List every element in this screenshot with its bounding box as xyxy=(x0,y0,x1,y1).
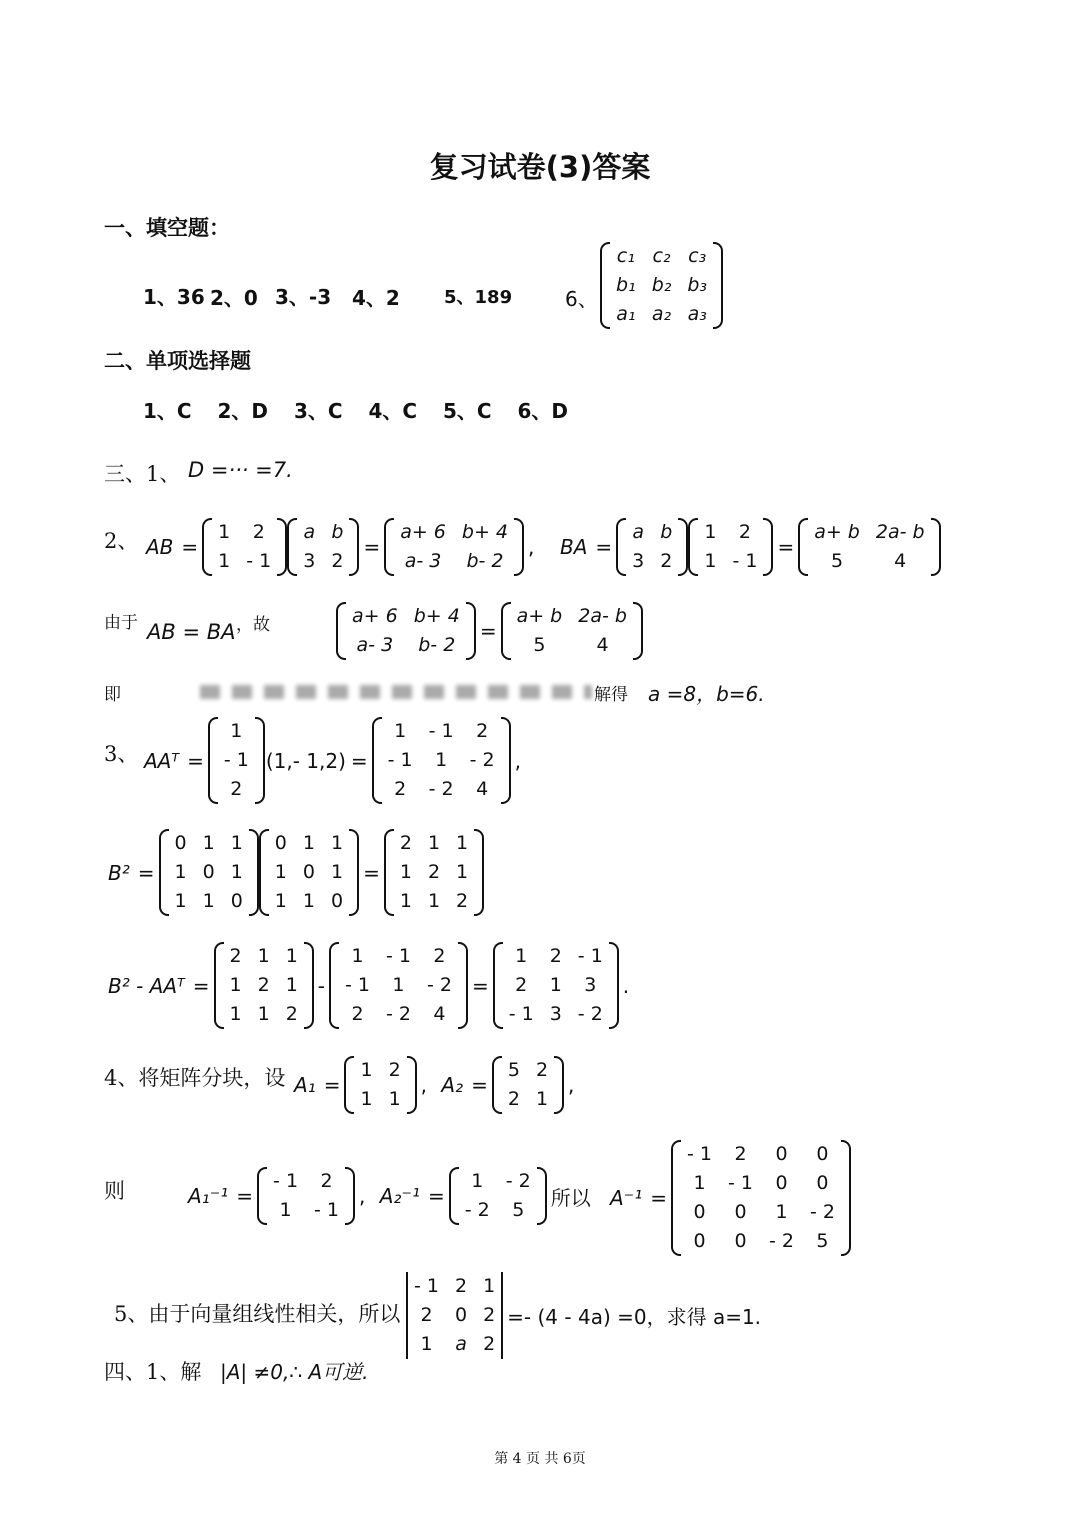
matrix-cell: 2 xyxy=(535,1059,549,1081)
matrix xyxy=(406,1272,503,1359)
matrix-cell: 0 xyxy=(693,1230,706,1252)
matrix-cell: 1 xyxy=(775,1201,788,1223)
b2-minus-aat-equation: B² - AAᵀ = 2 1 1 1 2 1 1 1 2 - 1 - 1 2 - 1 1 - 2 2 - 2 4 = 1 2 - 1 2 1 3 - 1 3 - 2 . xyxy=(104,942,633,1029)
matrix-cell: - 1 xyxy=(508,1003,534,1025)
matrix-cell: 3 xyxy=(303,550,316,572)
matrix-right-bracket xyxy=(554,1056,564,1114)
matrix-cell: 2 xyxy=(229,945,242,967)
matrix-cell: 2 xyxy=(388,1059,401,1081)
matrix-cell: 1 xyxy=(360,1059,373,1081)
matrix-cell: 1 xyxy=(330,832,344,854)
b2-minus-aat-symbol: B² - AAᵀ xyxy=(108,973,185,998)
matrix-cell: 2 xyxy=(456,890,469,912)
matrix-right-bracket xyxy=(255,717,265,804)
matrix-cell: - 2 xyxy=(469,749,495,771)
matrix xyxy=(671,1140,851,1256)
matrix-cell: 0 xyxy=(230,890,243,912)
matrix-cell: b xyxy=(331,521,344,543)
matrix-cell: - 2 xyxy=(505,1170,531,1192)
matrix-cell: - 1 xyxy=(387,749,413,771)
matrix-cell: 0 xyxy=(734,1230,747,1252)
matrix-cell: 1 xyxy=(515,945,528,967)
matrix-cell: 2 xyxy=(515,974,528,996)
matrix-cell: 2 xyxy=(331,550,344,572)
matrix-cell: - 2 xyxy=(428,778,454,800)
q3-5-text: 5、由于向量组线性相关，所以 xyxy=(114,1302,401,1326)
matrix-left-bracket xyxy=(688,518,698,576)
matrix-cell: c₃ xyxy=(688,245,707,267)
matrix-cell: 1 xyxy=(399,890,412,912)
matrix-left-bracket xyxy=(449,1167,459,1225)
matrix-cell: 1 xyxy=(427,890,441,912)
matrix-cell: 1 xyxy=(285,945,298,967)
therefore-label: ，故 xyxy=(236,615,270,635)
matrix xyxy=(329,942,468,1029)
matrix-cell: 4 xyxy=(476,778,489,800)
matrix-cell: 1 xyxy=(229,974,242,996)
ba-equation: BA = a b 3 2 1 2 1 - 1 = a+ b 2a- b 5 4 xyxy=(556,518,941,576)
matrix-cell: 2 xyxy=(660,550,673,572)
matrix-cell: 0 xyxy=(330,890,344,912)
matrix-right-bracket xyxy=(763,518,773,576)
matrix-cell: a+ b xyxy=(814,521,860,543)
matrix-cell: 3 xyxy=(632,550,645,572)
matrix-cell: - 1 xyxy=(577,945,603,967)
matrix-cell: - 1 xyxy=(728,1172,753,1194)
section-4-text: 四、1、解 xyxy=(104,1360,202,1384)
b2-symbol: B² xyxy=(108,860,130,885)
matrix-cell: 0 xyxy=(274,832,287,854)
matrix-cell: 2a- b xyxy=(875,521,925,543)
matrix-right-bracket xyxy=(249,829,259,916)
matrix-cell: a+ 6 xyxy=(352,605,398,627)
fill-answer-6-matrix xyxy=(600,242,723,329)
matrix-left-bracket xyxy=(384,829,394,916)
matrix-cell: 2 xyxy=(230,778,243,800)
matrix-right-bracket xyxy=(841,1140,851,1256)
matrix xyxy=(798,518,940,576)
inverse-blocks: A₁⁻¹ = - 1 2 1 - 1 , A₂⁻¹ = 1 - 2 - 2 5 所以 xyxy=(184,1167,595,1225)
section-fill-blank-heading: 一、填空题： xyxy=(104,215,230,240)
matrix-cell: 4 xyxy=(433,1003,446,1025)
matrix-right-bracket xyxy=(713,242,723,329)
matrix-cell: 1 xyxy=(471,1170,484,1192)
matrix-left-bracket xyxy=(671,1140,681,1256)
a-inv-symbol: A⁻¹ xyxy=(610,1186,643,1210)
ab-eq-ba: AB = BA xyxy=(147,620,236,644)
matrix-right-bracket xyxy=(345,1167,355,1225)
b-squared-equation: B² = 0 1 1 1 0 1 1 1 0 0 1 1 1 0 1 1 1 0 = 2 1 1 1 2 1 1 1 2 xyxy=(104,829,484,916)
matrix-cell: a+ 6 xyxy=(400,521,446,543)
matrix-cell: 1 xyxy=(399,861,412,883)
ab-symbol: AB xyxy=(146,535,174,559)
matrix-right-bracket xyxy=(501,717,511,804)
ab-ba-equality: a+ 6 b+ 4 a- 3 b- 2 = a+ b 2a- b 5 4 xyxy=(336,602,643,660)
matrix-cell: 0 xyxy=(454,1304,468,1326)
q3-1-label: 三、1、 xyxy=(104,462,181,486)
matrix-cell: 1 xyxy=(285,974,298,996)
a1-a2-def: A₁ = 1 2 1 1 , A₂ = 5 2 2 1 , xyxy=(290,1056,578,1114)
matrix-cell: 1 xyxy=(202,832,215,854)
q3-1-expression: D =··· =7. xyxy=(188,458,293,482)
matrix-cell: 0 xyxy=(302,861,315,883)
matrix-cell: 1 xyxy=(274,861,287,883)
matrix-cell: 2 xyxy=(420,1304,433,1326)
matrix xyxy=(287,518,359,576)
matrix-cell: 0 xyxy=(775,1172,788,1194)
fill-answer-5: 5、189 xyxy=(444,287,513,308)
matrix-cell: 1 xyxy=(274,890,287,912)
matrix-cell: b- 2 xyxy=(466,550,504,572)
row-vector: (1,- 1,2) xyxy=(265,748,346,773)
ab-equation: AB = 1 2 1 - 1 a b 3 2 = a+ 6 b+ 4 a- 3 b- 2 , xyxy=(142,518,538,576)
matrix-left-bracket xyxy=(798,518,808,576)
matrix-cell: 1 xyxy=(420,1333,433,1355)
matrix-left-bracket xyxy=(214,942,224,1029)
matrix-right-bracket xyxy=(474,829,484,916)
matrix xyxy=(159,829,259,916)
matrix-cell: - 1 xyxy=(223,749,249,771)
matrix-cell: 2 xyxy=(285,1003,298,1025)
matrix-left-bracket xyxy=(208,717,218,804)
solve-label: 解得 xyxy=(594,685,628,705)
matrix-cell: a₂ xyxy=(651,303,672,325)
matrix xyxy=(202,518,287,576)
matrix-cell: 1 xyxy=(693,1172,706,1194)
matrix-cell: - 1 xyxy=(414,1275,439,1297)
ji-label: 即 xyxy=(104,685,121,705)
matrix-cell: 5 xyxy=(816,1230,829,1252)
matrix-cell: 1 xyxy=(351,945,364,967)
matrix-cell: 2 xyxy=(483,1333,496,1355)
matrix-cell: 1 xyxy=(394,720,407,742)
matrix-right-bracket xyxy=(633,602,643,660)
matrix-left-bracket xyxy=(287,518,297,576)
matrix-cell: 4 xyxy=(596,634,609,656)
matrix-cell: 2 xyxy=(433,945,446,967)
matrix xyxy=(384,829,484,916)
matrix-cell: 1 xyxy=(302,832,315,854)
fill-answer-2: 2、0 xyxy=(210,286,258,310)
matrix-cell: 0 xyxy=(775,1143,788,1165)
fill-answer-3: 3、-3 xyxy=(275,285,332,309)
q3-3-label: 3、 xyxy=(104,742,139,766)
matrix-cell: 1 xyxy=(174,890,187,912)
matrix-cell: 0 xyxy=(202,861,215,883)
matrix-cell: 1 xyxy=(456,832,469,854)
matrix-cell: c₂ xyxy=(652,245,671,267)
matrix-left-bracket xyxy=(600,242,610,329)
matrix-cell: 1 xyxy=(456,861,469,883)
matrix-left-bracket xyxy=(257,1167,267,1225)
a2-inv-symbol: A₂⁻¹ xyxy=(379,1184,421,1208)
aat-symbol: AAᵀ xyxy=(144,748,180,773)
matrix-cell: 0 xyxy=(174,832,187,854)
matrix-cell: 1 xyxy=(704,550,717,572)
aat-equation: AAᵀ = 1 - 1 2 (1,- 1,2) = 1 - 1 2 - 1 1 - 2 2 - 2 4 , xyxy=(140,717,525,804)
matrix-cell: 1 xyxy=(388,1088,401,1110)
matrix-cell: a₃ xyxy=(687,303,707,325)
matrix-cell: b+ 4 xyxy=(413,605,460,627)
matrix-right-bracket xyxy=(304,942,314,1029)
matrix xyxy=(501,602,643,660)
matrix-cell: 1 xyxy=(257,1003,270,1025)
matrix xyxy=(688,518,773,576)
matrix-left-bracket xyxy=(501,602,511,660)
matrix xyxy=(257,1167,355,1225)
so-label: 所以 xyxy=(550,1185,591,1210)
matrix-cell: - 1 xyxy=(687,1143,713,1165)
matrix-cell: 2 xyxy=(738,521,751,543)
matrix-left-bracket xyxy=(336,602,346,660)
matrix-cell: 3 xyxy=(584,974,597,996)
matrix-cell: b₃ xyxy=(687,274,708,296)
matrix xyxy=(344,1056,416,1114)
a1-symbol: A₁ xyxy=(294,1073,316,1097)
matrix-right-bracket xyxy=(349,829,359,916)
matrix-cell: a- 3 xyxy=(404,550,442,572)
matrix-cell: - 1 xyxy=(246,550,272,572)
matrix-cell: 4 xyxy=(894,550,907,572)
solution: a =8，b=6. xyxy=(648,682,765,706)
matrix-cell: 2 xyxy=(454,1275,468,1297)
matrix-cell: 1 xyxy=(360,1088,373,1110)
blurred-equations xyxy=(200,684,592,703)
matrix-cell: a+ b xyxy=(516,605,563,627)
matrix-cell: a xyxy=(632,521,645,543)
matrix-cell: - 2 xyxy=(385,1003,411,1025)
matrix-cell: 5 xyxy=(830,550,844,572)
matrix-cell: 2 xyxy=(427,861,441,883)
matrix-cell: 1 xyxy=(230,720,243,742)
matrix-cell: 1 xyxy=(230,832,243,854)
q3-2-label: 2、 xyxy=(104,529,139,553)
matrix-cell: b- 2 xyxy=(418,634,456,656)
matrix-cell: 5 xyxy=(512,1199,525,1221)
matrix-cell: 1 xyxy=(230,861,243,883)
matrix-right-bracket xyxy=(514,518,524,576)
matrix-cell: 1 xyxy=(302,890,315,912)
matrix-cell: b+ 4 xyxy=(461,521,509,543)
matrix-left-bracket xyxy=(259,829,269,916)
matrix-cell: 1 xyxy=(535,1088,549,1110)
matrix-cell: c₁ xyxy=(616,245,635,267)
matrix-cell: 0 xyxy=(816,1172,829,1194)
matrix-cell: - 1 xyxy=(273,1170,299,1192)
ba-symbol: BA xyxy=(560,535,588,559)
matrix-cell: 1 xyxy=(218,521,231,543)
section-choice-heading: 二、单项选择题 xyxy=(104,348,251,373)
matrix-cell: a xyxy=(303,521,316,543)
matrix-cell: 1 xyxy=(435,749,448,771)
matrix-cell: 2 xyxy=(507,1088,520,1110)
matrix-right-bracket xyxy=(466,602,476,660)
matrix xyxy=(493,942,619,1029)
matrix-cell: - 2 xyxy=(769,1230,794,1252)
fill-answer-1: 1、36 xyxy=(143,285,205,309)
matrix-left-bracket xyxy=(493,942,503,1029)
matrix xyxy=(214,942,314,1029)
a-inverse: A⁻¹ = - 1 2 0 0 1 - 1 0 0 0 0 1 - 2 0 0 - 2 5 xyxy=(606,1140,851,1256)
matrix-cell: 2 xyxy=(252,521,265,543)
matrix-cell: - 1 xyxy=(385,945,411,967)
matrix-cell: - 1 xyxy=(314,1199,340,1221)
matrix-cell: a- 3 xyxy=(356,634,394,656)
matrix-cell: - 1 xyxy=(732,550,758,572)
determinant-equation xyxy=(406,1272,765,1359)
matrix-cell: 0 xyxy=(734,1201,747,1223)
matrix-cell: 2 xyxy=(483,1304,496,1326)
a1-inv-symbol: A₁⁻¹ xyxy=(188,1184,229,1208)
matrix xyxy=(616,518,688,576)
matrix-cell: b₁ xyxy=(616,274,636,296)
matrix-cell: b₂ xyxy=(651,274,672,296)
matrix-cell: 5 xyxy=(533,634,546,656)
matrix-left-bracket xyxy=(159,829,169,916)
matrix-cell: a₁ xyxy=(616,303,636,325)
matrix-cell: 0 xyxy=(693,1201,706,1223)
matrix-cell: 1 xyxy=(218,550,231,572)
matrix-cell: 2 xyxy=(351,1003,364,1025)
matrix-cell: a xyxy=(455,1333,467,1355)
matrix-right-bracket xyxy=(458,942,468,1029)
matrix xyxy=(372,717,511,804)
fill-answer-6-label: 6、 xyxy=(565,287,598,311)
matrix-cell: 1 xyxy=(229,1003,242,1025)
matrix-cell: 1 xyxy=(704,521,717,543)
matrix-cell: 3 xyxy=(549,1003,562,1025)
matrix-cell: 5 xyxy=(507,1059,520,1081)
matrix-cell: 1 xyxy=(427,832,441,854)
matrix-cell: 2 xyxy=(549,945,562,967)
matrix-cell: 1 xyxy=(483,1275,496,1297)
matrix-right-bracket xyxy=(349,518,359,576)
matrix-cell: 2 xyxy=(476,720,489,742)
matrix-cell: - 2 xyxy=(577,1003,603,1025)
matrix-right-bracket xyxy=(678,518,688,576)
matrix xyxy=(600,242,723,329)
matrix xyxy=(384,518,524,576)
matrix-cell: 1 xyxy=(174,861,187,883)
matrix-left-bracket xyxy=(384,518,394,576)
matrix-right-bracket xyxy=(931,518,941,576)
matrix-cell: - 2 xyxy=(809,1201,835,1223)
choice-answers: 1、C 2、D 3、C 4、C 5、C 6、D xyxy=(143,399,569,423)
matrix-right-bracket xyxy=(609,942,619,1029)
a2-symbol: A₂ xyxy=(441,1073,464,1097)
matrix-cell: 1 xyxy=(330,861,344,883)
matrix-cell: 2 xyxy=(320,1170,333,1192)
matrix-left-bracket xyxy=(329,942,339,1029)
matrix-cell: 1 xyxy=(392,974,405,996)
section-4-expression: |A| ≠0,∴ A可逆. xyxy=(220,1360,369,1384)
matrix xyxy=(449,1167,547,1225)
since-label: 由于 xyxy=(104,613,138,633)
matrix-cell: 2 xyxy=(734,1143,747,1165)
matrix-left-bracket xyxy=(202,518,212,576)
matrix-cell: 1 xyxy=(549,974,562,996)
matrix xyxy=(208,717,265,804)
q3-4-text: 4、将矩阵分块，设 xyxy=(104,1066,286,1090)
matrix-cell: - 2 xyxy=(426,974,452,996)
matrix-cell: 2 xyxy=(257,974,270,996)
matrix-cell: 1 xyxy=(279,1199,292,1221)
matrix-left-bracket xyxy=(616,518,626,576)
matrix xyxy=(259,829,359,916)
matrix-cell: 1 xyxy=(257,945,270,967)
matrix-left-bracket xyxy=(372,717,382,804)
matrix-right-bracket xyxy=(407,1056,417,1114)
page-footer: 第 4 页 共 6页 xyxy=(494,1451,586,1467)
matrix-cell: 2 xyxy=(399,832,412,854)
matrix-right-bracket xyxy=(537,1167,547,1225)
matrix xyxy=(336,602,476,660)
matrix-cell: - 2 xyxy=(464,1199,490,1221)
matrix-cell: - 1 xyxy=(428,720,454,742)
matrix-left-bracket xyxy=(344,1056,354,1114)
page-title: 复习试卷(3)答案 xyxy=(429,150,651,184)
matrix-right-bracket xyxy=(277,518,287,576)
matrix-cell: b xyxy=(660,521,673,543)
fill-answer-4: 4、2 xyxy=(352,286,400,310)
matrix-left-bracket xyxy=(492,1056,502,1114)
matrix-cell: - 1 xyxy=(345,974,370,996)
matrix-cell: 1 xyxy=(202,890,215,912)
matrix-cell: 2 xyxy=(394,778,407,800)
matrix xyxy=(492,1056,564,1114)
matrix-cell: 0 xyxy=(816,1143,829,1165)
q5-result: =- (4 - 4a) =0，求得 a=1. xyxy=(507,1305,762,1329)
matrix-cell: 2a- b xyxy=(578,605,627,627)
then-label: 则 xyxy=(104,1179,125,1203)
